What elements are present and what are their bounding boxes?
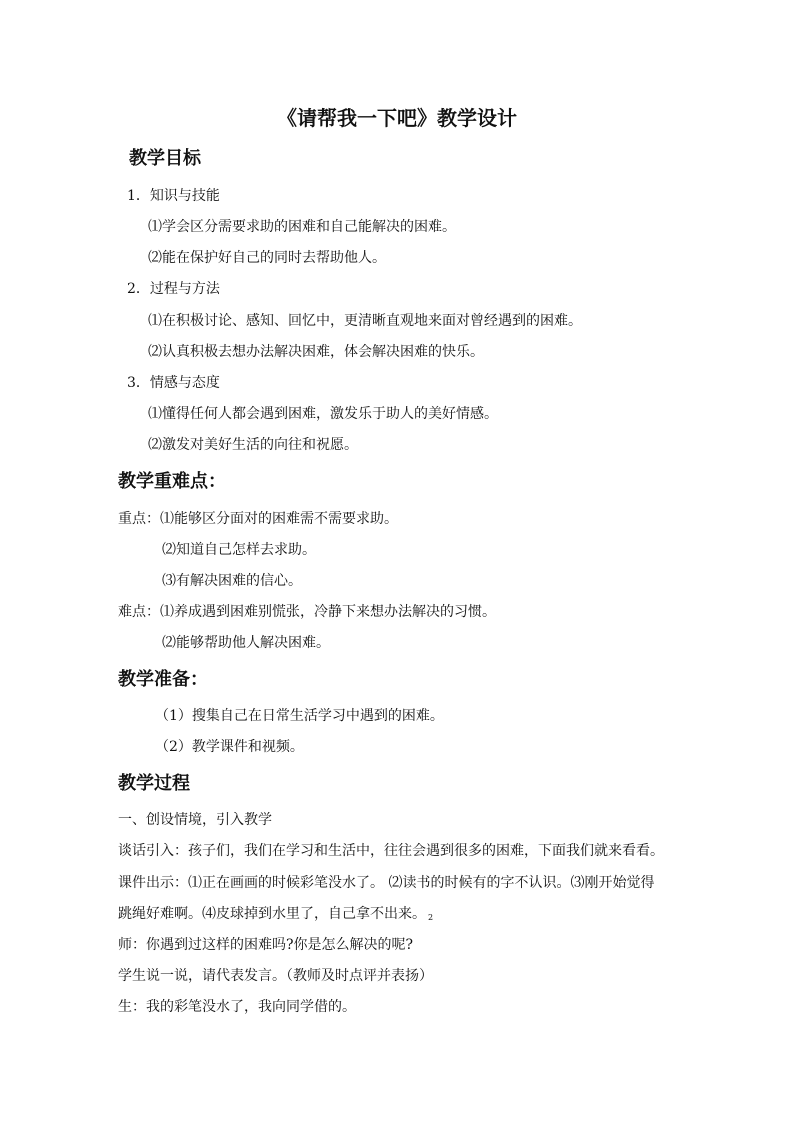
difficulty-item: ⑵能够帮助他人解决困难。 bbox=[162, 635, 330, 651]
goal-item: ⑴学会区分需要求助的困难和自己能解决的困难。 bbox=[148, 219, 456, 235]
process-line bbox=[118, 904, 433, 926]
process-line: 生：我的彩笔没水了，我向同学借的。 bbox=[118, 999, 356, 1015]
preparation-item: （2）教学课件和视频。 bbox=[155, 739, 304, 755]
process-line: 课件出示：⑴正在画画的时候彩笔没水了。 ⑵读书的时候有的字不认识。⑶刚开始觉得 bbox=[118, 875, 655, 891]
process-line: 一、创设情境，引入教学 bbox=[118, 812, 272, 828]
keypoint-item: ⑵知道自己怎样去求助。 bbox=[162, 542, 316, 558]
goal-section-2: 2．过程与方法 bbox=[127, 281, 220, 297]
process-line: 学生说一说，请代表发言。（教师及时点评并表扬） bbox=[118, 968, 433, 984]
goal-section-1: 1．知识与技能 bbox=[127, 188, 220, 204]
document-title: 《请帮我一下吧》教学设计 bbox=[277, 106, 517, 130]
footnote-mark: 2 bbox=[428, 913, 434, 922]
process-line-text: 跳绳好难啊。⑷皮球掉到水里了，自己拿不出来。 bbox=[118, 906, 426, 922]
goal-item: ⑵认真积极去想办法解决困难，体会解决困难的快乐。 bbox=[148, 344, 484, 360]
process-line: 谈话引入：孩子们，我们在学习和生活中，往往会遇到很多的困难，下面我们就来看看。 bbox=[118, 843, 664, 859]
goal-item: ⑴在积极讨论、感知、回忆中，更清晰直观地来面对曾经遇到的困难。 bbox=[148, 313, 582, 329]
heading-goals: 教学目标 bbox=[129, 148, 201, 169]
heading-preparation: 教学准备： bbox=[118, 669, 208, 690]
goal-item: ⑵激发对美好生活的向往和祝愿。 bbox=[148, 437, 358, 453]
heading-process: 教学过程 bbox=[118, 773, 190, 794]
goal-item: ⑴懂得任何人都会遇到困难，激发乐于助人的美好情感。 bbox=[148, 406, 498, 422]
keypoint-item: ⑶有解决困难的信心。 bbox=[162, 573, 302, 589]
goal-section-3: 3．情感与态度 bbox=[127, 375, 220, 391]
heading-keypoints: 教学重难点： bbox=[118, 471, 226, 492]
goal-item: ⑵能在保护好自己的同时去帮助他人。 bbox=[148, 250, 386, 266]
process-line: 师：你遇到过这样的困难吗?你是怎么解决的呢? bbox=[118, 937, 414, 953]
difficulty-item: 难点：⑴养成遇到困难别慌张，冷静下来想办法解决的习惯。 bbox=[118, 604, 496, 620]
preparation-item: （1）搜集自己在日常生活学习中遇到的困难。 bbox=[155, 708, 444, 724]
keypoint-item: 重点：⑴能够区分面对的困难需不需要求助。 bbox=[118, 511, 398, 527]
